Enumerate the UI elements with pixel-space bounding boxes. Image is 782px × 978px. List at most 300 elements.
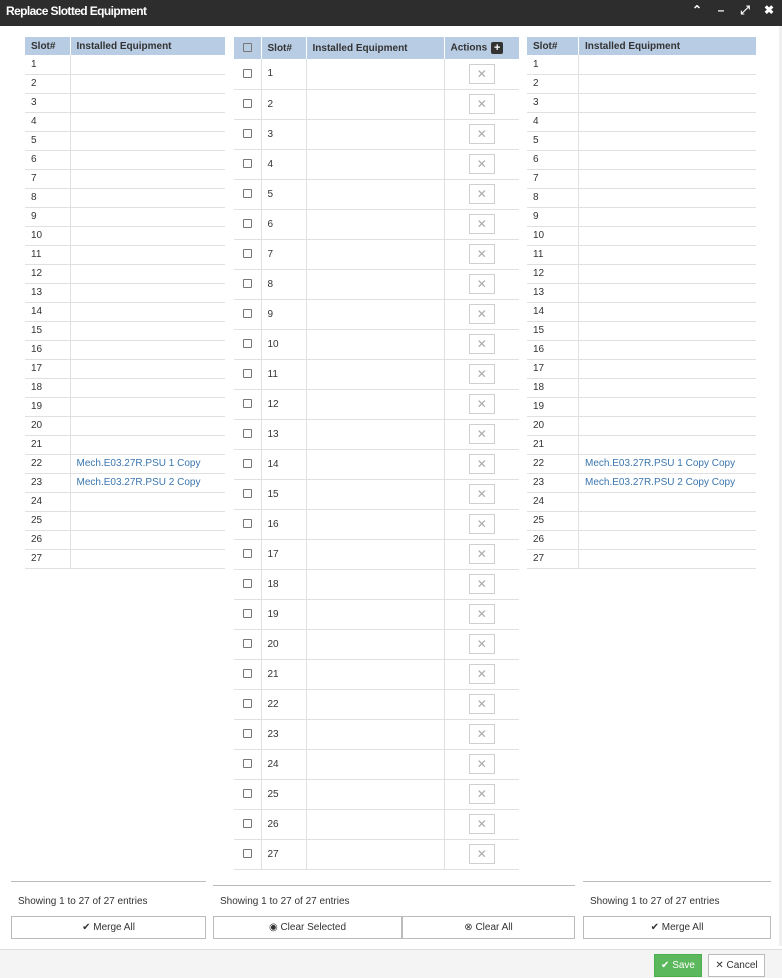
remove-icon[interactable]: ✕ bbox=[469, 64, 495, 84]
installed-equipment-cell[interactable] bbox=[306, 689, 444, 719]
left-merge-all-label: Merge All bbox=[93, 922, 135, 933]
installed-equipment bbox=[70, 264, 225, 283]
remove-icon[interactable]: ✕ bbox=[469, 694, 495, 714]
table-row bbox=[527, 169, 756, 188]
row-checkbox[interactable] bbox=[243, 129, 252, 138]
remove-icon[interactable]: ✕ bbox=[469, 124, 495, 144]
slot-number: 14 bbox=[261, 449, 306, 479]
actions-cell bbox=[444, 239, 519, 269]
slot-number: 24 bbox=[527, 492, 579, 511]
slot-number: 15 bbox=[527, 321, 579, 340]
remove-icon[interactable]: ✕ bbox=[469, 664, 495, 684]
row-checkbox[interactable] bbox=[243, 489, 252, 498]
installed-equipment bbox=[579, 264, 756, 283]
minimize-icon[interactable]: – bbox=[717, 3, 725, 17]
installed-equipment bbox=[579, 340, 756, 359]
remove-icon[interactable]: ✕ bbox=[469, 394, 495, 414]
installed-equipment bbox=[70, 530, 225, 549]
clear-all-label: Clear All bbox=[475, 922, 513, 933]
actions-cell bbox=[444, 689, 519, 719]
actions-cell bbox=[444, 779, 519, 809]
slot-number: 14 bbox=[527, 302, 579, 321]
slot-number: 16 bbox=[527, 340, 579, 359]
table-row bbox=[234, 629, 519, 659]
installed-equipment bbox=[579, 245, 756, 264]
installed-equipment-cell[interactable] bbox=[306, 359, 444, 389]
row-checkbox[interactable] bbox=[243, 399, 252, 408]
installed-equipment-cell[interactable] bbox=[306, 449, 444, 479]
row-select-cell[interactable] bbox=[234, 59, 261, 89]
actions-cell bbox=[444, 749, 519, 779]
row-select-cell[interactable] bbox=[234, 509, 261, 539]
row-select-cell[interactable] bbox=[234, 809, 261, 839]
actions-cell bbox=[444, 449, 519, 479]
slot-number: 13 bbox=[261, 419, 306, 449]
slot-number: 7 bbox=[527, 169, 579, 188]
installed-equipment-cell[interactable] bbox=[306, 719, 444, 749]
actions-cell bbox=[444, 329, 519, 359]
table-row bbox=[234, 809, 519, 839]
row-select-cell[interactable] bbox=[234, 479, 261, 509]
slot-number: 19 bbox=[261, 599, 306, 629]
right-header-slot: Slot# bbox=[527, 37, 579, 55]
slot-number: 22 bbox=[261, 689, 306, 719]
table-row bbox=[25, 492, 225, 511]
installed-equipment-cell[interactable] bbox=[306, 329, 444, 359]
row-select-cell[interactable] bbox=[234, 269, 261, 299]
actions-cell bbox=[444, 809, 519, 839]
installed-equipment-cell[interactable] bbox=[306, 659, 444, 689]
installed-equipment-cell[interactable] bbox=[306, 269, 444, 299]
row-checkbox[interactable] bbox=[243, 219, 252, 228]
table-row bbox=[234, 599, 519, 629]
actions-cell bbox=[444, 149, 519, 179]
middle-header-slot: Slot# bbox=[261, 37, 306, 59]
slot-number: 16 bbox=[25, 340, 70, 359]
installed-equipment bbox=[579, 55, 756, 74]
installed-equipment-cell[interactable] bbox=[306, 419, 444, 449]
table-row bbox=[234, 209, 519, 239]
slot-number: 26 bbox=[527, 530, 579, 549]
table-row bbox=[25, 302, 225, 321]
check-circle-icon: ✔ bbox=[82, 922, 91, 933]
actions-cell bbox=[444, 89, 519, 119]
table-row bbox=[25, 264, 225, 283]
table-row bbox=[25, 150, 225, 169]
actions-cell bbox=[444, 839, 519, 869]
row-select-cell[interactable] bbox=[234, 329, 261, 359]
row-checkbox[interactable] bbox=[243, 429, 252, 438]
installed-equipment bbox=[70, 549, 225, 568]
remove-icon[interactable]: ✕ bbox=[469, 604, 495, 624]
actions-cell bbox=[444, 629, 519, 659]
table-row bbox=[527, 549, 756, 568]
row-select-cell[interactable] bbox=[234, 659, 261, 689]
installed-equipment-cell[interactable] bbox=[306, 479, 444, 509]
add-icon[interactable]: + bbox=[491, 42, 503, 54]
installed-equipment bbox=[70, 378, 225, 397]
row-checkbox[interactable] bbox=[243, 309, 252, 318]
row-checkbox[interactable] bbox=[243, 669, 252, 678]
slot-number: 26 bbox=[25, 530, 70, 549]
table-row bbox=[25, 397, 225, 416]
installed-equipment bbox=[70, 169, 225, 188]
installed-equipment bbox=[70, 55, 225, 74]
installed-equipment bbox=[579, 378, 756, 397]
slot-number: 4 bbox=[527, 112, 579, 131]
table-row bbox=[25, 245, 225, 264]
table-row bbox=[527, 340, 756, 359]
table-row bbox=[234, 449, 519, 479]
table-row bbox=[234, 179, 519, 209]
row-select-cell[interactable] bbox=[234, 179, 261, 209]
actions-cell bbox=[444, 179, 519, 209]
remove-icon[interactable]: ✕ bbox=[469, 574, 495, 594]
table-row bbox=[25, 321, 225, 340]
table-row bbox=[527, 416, 756, 435]
row-select-cell[interactable] bbox=[234, 779, 261, 809]
slot-number: 7 bbox=[261, 239, 306, 269]
slot-number: 20 bbox=[261, 629, 306, 659]
row-select-cell[interactable] bbox=[234, 749, 261, 779]
table-row bbox=[527, 397, 756, 416]
installed-equipment-cell[interactable] bbox=[306, 59, 444, 89]
remove-icon[interactable]: ✕ bbox=[469, 424, 495, 444]
cancel-button[interactable] bbox=[708, 954, 765, 977]
row-checkbox[interactable] bbox=[243, 189, 252, 198]
table-row bbox=[234, 299, 519, 329]
row-checkbox[interactable] bbox=[243, 69, 252, 78]
slot-number: 11 bbox=[261, 359, 306, 389]
remove-icon[interactable]: ✕ bbox=[469, 214, 495, 234]
actions-cell bbox=[444, 419, 519, 449]
row-checkbox[interactable] bbox=[243, 549, 252, 558]
row-checkbox[interactable] bbox=[243, 699, 252, 708]
actions-cell bbox=[444, 539, 519, 569]
slot-number: 9 bbox=[261, 299, 306, 329]
row-select-cell[interactable] bbox=[234, 239, 261, 269]
table-row bbox=[527, 302, 756, 321]
slot-number: 5 bbox=[527, 131, 579, 150]
left-header-equipment: Installed Equipment bbox=[70, 37, 225, 55]
slot-number: 17 bbox=[261, 539, 306, 569]
remove-icon[interactable]: ✕ bbox=[469, 94, 495, 114]
actions-cell bbox=[444, 59, 519, 89]
row-select-cell[interactable] bbox=[234, 119, 261, 149]
table-row bbox=[234, 359, 519, 389]
dialog-title: Replace Slotted Equipment bbox=[6, 4, 147, 18]
table-row bbox=[25, 549, 225, 568]
table-row bbox=[234, 269, 519, 299]
actions-cell bbox=[444, 299, 519, 329]
slot-number: 11 bbox=[527, 245, 579, 264]
table-row bbox=[527, 207, 756, 226]
slot-number: 21 bbox=[25, 435, 70, 454]
table-row bbox=[234, 59, 519, 89]
installed-equipment bbox=[579, 188, 756, 207]
slot-number: 14 bbox=[25, 302, 70, 321]
remove-icon[interactable]: ✕ bbox=[469, 514, 495, 534]
check-circle-icon: ✔ bbox=[650, 922, 659, 933]
installed-equipment-cell[interactable] bbox=[306, 509, 444, 539]
slot-number: 10 bbox=[527, 226, 579, 245]
row-checkbox[interactable] bbox=[243, 279, 252, 288]
installed-equipment bbox=[70, 112, 225, 131]
row-checkbox[interactable] bbox=[243, 639, 252, 648]
installed-equipment bbox=[70, 245, 225, 264]
table-row bbox=[527, 321, 756, 340]
row-checkbox[interactable] bbox=[243, 789, 252, 798]
slot-number: 10 bbox=[261, 329, 306, 359]
slot-number: 9 bbox=[25, 207, 70, 226]
actions-cell bbox=[444, 659, 519, 689]
slot-number: 22 bbox=[25, 454, 70, 473]
installed-equipment bbox=[579, 511, 756, 530]
row-checkbox[interactable] bbox=[243, 99, 252, 108]
table-row bbox=[234, 149, 519, 179]
installed-equipment-cell[interactable] bbox=[306, 389, 444, 419]
row-checkbox[interactable] bbox=[243, 819, 252, 828]
installed-equipment bbox=[579, 397, 756, 416]
installed-equipment bbox=[70, 207, 225, 226]
left-showing-info: Showing 1 to 27 of 27 entries bbox=[18, 896, 148, 907]
installed-equipment bbox=[70, 74, 225, 93]
table-row bbox=[234, 419, 519, 449]
installed-equipment bbox=[70, 511, 225, 530]
row-checkbox[interactable] bbox=[243, 519, 252, 528]
row-checkbox[interactable] bbox=[243, 849, 252, 858]
remove-icon[interactable]: ✕ bbox=[469, 484, 495, 504]
installed-equipment-cell[interactable] bbox=[306, 749, 444, 779]
row-checkbox[interactable] bbox=[243, 729, 252, 738]
installed-equipment bbox=[579, 93, 756, 112]
installed-equipment[interactable]: Mech.E03.27R.PSU 2 Copy bbox=[70, 473, 225, 492]
installed-equipment-cell[interactable] bbox=[306, 239, 444, 269]
installed-equipment bbox=[70, 321, 225, 340]
remove-icon[interactable]: ✕ bbox=[469, 754, 495, 774]
row-checkbox[interactable] bbox=[243, 339, 252, 348]
table-row bbox=[234, 509, 519, 539]
actions-cell bbox=[444, 209, 519, 239]
table-row bbox=[527, 530, 756, 549]
installed-equipment bbox=[70, 131, 225, 150]
actions-cell bbox=[444, 719, 519, 749]
installed-equipment bbox=[579, 131, 756, 150]
table-row bbox=[234, 749, 519, 779]
installed-equipment bbox=[70, 416, 225, 435]
clear-all-button[interactable] bbox=[402, 916, 575, 939]
close-icon[interactable]: ✖ bbox=[763, 3, 775, 17]
installed-equipment[interactable]: Mech.E03.27R.PSU 2 Copy Copy bbox=[579, 473, 756, 492]
slot-number: 27 bbox=[25, 549, 70, 568]
slot-number: 21 bbox=[261, 659, 306, 689]
remove-icon[interactable]: ✕ bbox=[469, 814, 495, 834]
row-select-cell[interactable] bbox=[234, 209, 261, 239]
installed-equipment-cell[interactable] bbox=[306, 629, 444, 659]
row-select-cell[interactable] bbox=[234, 389, 261, 419]
row-select-cell[interactable] bbox=[234, 689, 261, 719]
row-checkbox[interactable] bbox=[243, 759, 252, 768]
table-row bbox=[234, 119, 519, 149]
slot-number: 22 bbox=[527, 454, 579, 473]
installed-equipment bbox=[579, 321, 756, 340]
row-select-cell[interactable] bbox=[234, 719, 261, 749]
slot-number: 18 bbox=[25, 378, 70, 397]
actions-cell bbox=[444, 509, 519, 539]
installed-equipment-cell[interactable] bbox=[306, 839, 444, 869]
row-select-cell[interactable] bbox=[234, 569, 261, 599]
table-row bbox=[527, 283, 756, 302]
table-row bbox=[25, 454, 225, 473]
installed-equipment[interactable]: Mech.E03.27R.PSU 1 Copy Copy bbox=[579, 454, 756, 473]
installed-equipment-cell[interactable] bbox=[306, 149, 444, 179]
row-select-cell[interactable] bbox=[234, 449, 261, 479]
middle-header-actions bbox=[444, 37, 519, 59]
collapse-icon[interactable]: ⌃ bbox=[691, 3, 703, 17]
installed-equipment bbox=[579, 226, 756, 245]
remove-icon[interactable]: ✕ bbox=[469, 544, 495, 564]
slot-number: 19 bbox=[527, 397, 579, 416]
row-checkbox[interactable] bbox=[243, 459, 252, 468]
installed-equipment bbox=[579, 207, 756, 226]
row-select-cell[interactable] bbox=[234, 599, 261, 629]
row-checkbox[interactable] bbox=[243, 609, 252, 618]
remove-icon[interactable]: ✕ bbox=[469, 304, 495, 324]
table-row bbox=[25, 283, 225, 302]
remove-icon[interactable]: ✕ bbox=[469, 154, 495, 174]
save-button[interactable] bbox=[654, 954, 702, 977]
installed-equipment-cell[interactable] bbox=[306, 809, 444, 839]
row-checkbox[interactable] bbox=[243, 369, 252, 378]
left-merge-all-button[interactable] bbox=[11, 916, 206, 939]
table-row bbox=[234, 239, 519, 269]
remove-icon[interactable]: ✕ bbox=[469, 274, 495, 294]
installed-equipment-cell[interactable] bbox=[306, 539, 444, 569]
slot-number: 20 bbox=[25, 416, 70, 435]
clear-selected-button[interactable] bbox=[213, 916, 402, 939]
table-row bbox=[527, 435, 756, 454]
actions-cell bbox=[444, 599, 519, 629]
table-row bbox=[527, 226, 756, 245]
installed-equipment bbox=[70, 492, 225, 511]
table-row bbox=[234, 779, 519, 809]
slot-number: 4 bbox=[25, 112, 70, 131]
row-checkbox[interactable] bbox=[243, 249, 252, 258]
save-label: Save bbox=[672, 960, 695, 971]
installed-equipment-cell[interactable] bbox=[306, 209, 444, 239]
row-select-cell[interactable] bbox=[234, 419, 261, 449]
remove-icon[interactable]: ✕ bbox=[469, 724, 495, 744]
table-row bbox=[527, 74, 756, 93]
installed-equipment-cell[interactable] bbox=[306, 779, 444, 809]
row-select-cell[interactable] bbox=[234, 359, 261, 389]
row-select-cell[interactable] bbox=[234, 629, 261, 659]
slot-number: 16 bbox=[261, 509, 306, 539]
right-merge-all-label: Merge All bbox=[661, 922, 704, 933]
table-row bbox=[25, 378, 225, 397]
row-select-cell[interactable] bbox=[234, 839, 261, 869]
table-row bbox=[527, 264, 756, 283]
slot-number: 8 bbox=[25, 188, 70, 207]
middle-showing-info: Showing 1 to 27 of 27 entries bbox=[220, 896, 350, 907]
right-table bbox=[527, 37, 756, 569]
slot-number: 1 bbox=[527, 55, 579, 74]
installed-equipment bbox=[579, 359, 756, 378]
table-row bbox=[234, 659, 519, 689]
actions-label: Actions bbox=[450, 42, 488, 54]
slot-number: 8 bbox=[261, 269, 306, 299]
slot-number: 2 bbox=[261, 89, 306, 119]
row-select-cell[interactable] bbox=[234, 89, 261, 119]
installed-equipment-cell[interactable] bbox=[306, 179, 444, 209]
table-row bbox=[234, 689, 519, 719]
row-select-cell[interactable] bbox=[234, 299, 261, 329]
slot-number: 2 bbox=[527, 74, 579, 93]
middle-table bbox=[234, 37, 519, 870]
slot-number: 4 bbox=[261, 149, 306, 179]
slot-number: 11 bbox=[25, 245, 70, 264]
slot-number: 8 bbox=[527, 188, 579, 207]
table-row bbox=[25, 74, 225, 93]
select-all-header[interactable] bbox=[234, 37, 261, 59]
row-select-cell[interactable] bbox=[234, 539, 261, 569]
table-row bbox=[527, 454, 756, 473]
title-bar bbox=[0, 0, 782, 26]
installed-equipment-cell[interactable] bbox=[306, 569, 444, 599]
table-row bbox=[234, 479, 519, 509]
slot-number: 7 bbox=[25, 169, 70, 188]
remove-icon[interactable]: ✕ bbox=[469, 364, 495, 384]
table-row bbox=[25, 169, 225, 188]
installed-equipment-cell[interactable] bbox=[306, 299, 444, 329]
table-row bbox=[527, 150, 756, 169]
expand-icon[interactable]: ⤢ bbox=[740, 3, 750, 17]
slot-number: 3 bbox=[261, 119, 306, 149]
right-header-equipment: Installed Equipment bbox=[579, 37, 756, 55]
installed-equipment bbox=[70, 340, 225, 359]
remove-icon[interactable]: ✕ bbox=[469, 784, 495, 804]
slot-number: 23 bbox=[25, 473, 70, 492]
remove-icon[interactable]: ✕ bbox=[469, 244, 495, 264]
actions-cell bbox=[444, 389, 519, 419]
select-all-checkbox[interactable] bbox=[243, 43, 252, 52]
remove-icon[interactable]: ✕ bbox=[469, 454, 495, 474]
right-merge-all-button[interactable] bbox=[583, 916, 771, 939]
row-select-cell[interactable] bbox=[234, 149, 261, 179]
row-checkbox[interactable] bbox=[243, 579, 252, 588]
cancel-label: Cancel bbox=[726, 960, 758, 971]
installed-equipment bbox=[579, 416, 756, 435]
remove-icon[interactable]: ✕ bbox=[469, 844, 495, 864]
slot-number: 19 bbox=[25, 397, 70, 416]
remove-icon[interactable]: ✕ bbox=[469, 634, 495, 654]
installed-equipment bbox=[70, 397, 225, 416]
installed-equipment bbox=[579, 112, 756, 131]
installed-equipment-cell[interactable] bbox=[306, 89, 444, 119]
installed-equipment bbox=[579, 169, 756, 188]
actions-cell bbox=[444, 569, 519, 599]
remove-icon[interactable]: ✕ bbox=[469, 334, 495, 354]
remove-icon[interactable]: ✕ bbox=[469, 184, 495, 204]
slot-number: 24 bbox=[261, 749, 306, 779]
installed-equipment-cell[interactable] bbox=[306, 599, 444, 629]
installed-equipment[interactable]: Mech.E03.27R.PSU 1 Copy bbox=[70, 454, 225, 473]
table-row bbox=[234, 569, 519, 599]
radio-circle-icon: ◉ bbox=[268, 922, 278, 933]
row-checkbox[interactable] bbox=[243, 159, 252, 168]
installed-equipment bbox=[579, 283, 756, 302]
installed-equipment-cell[interactable] bbox=[306, 119, 444, 149]
